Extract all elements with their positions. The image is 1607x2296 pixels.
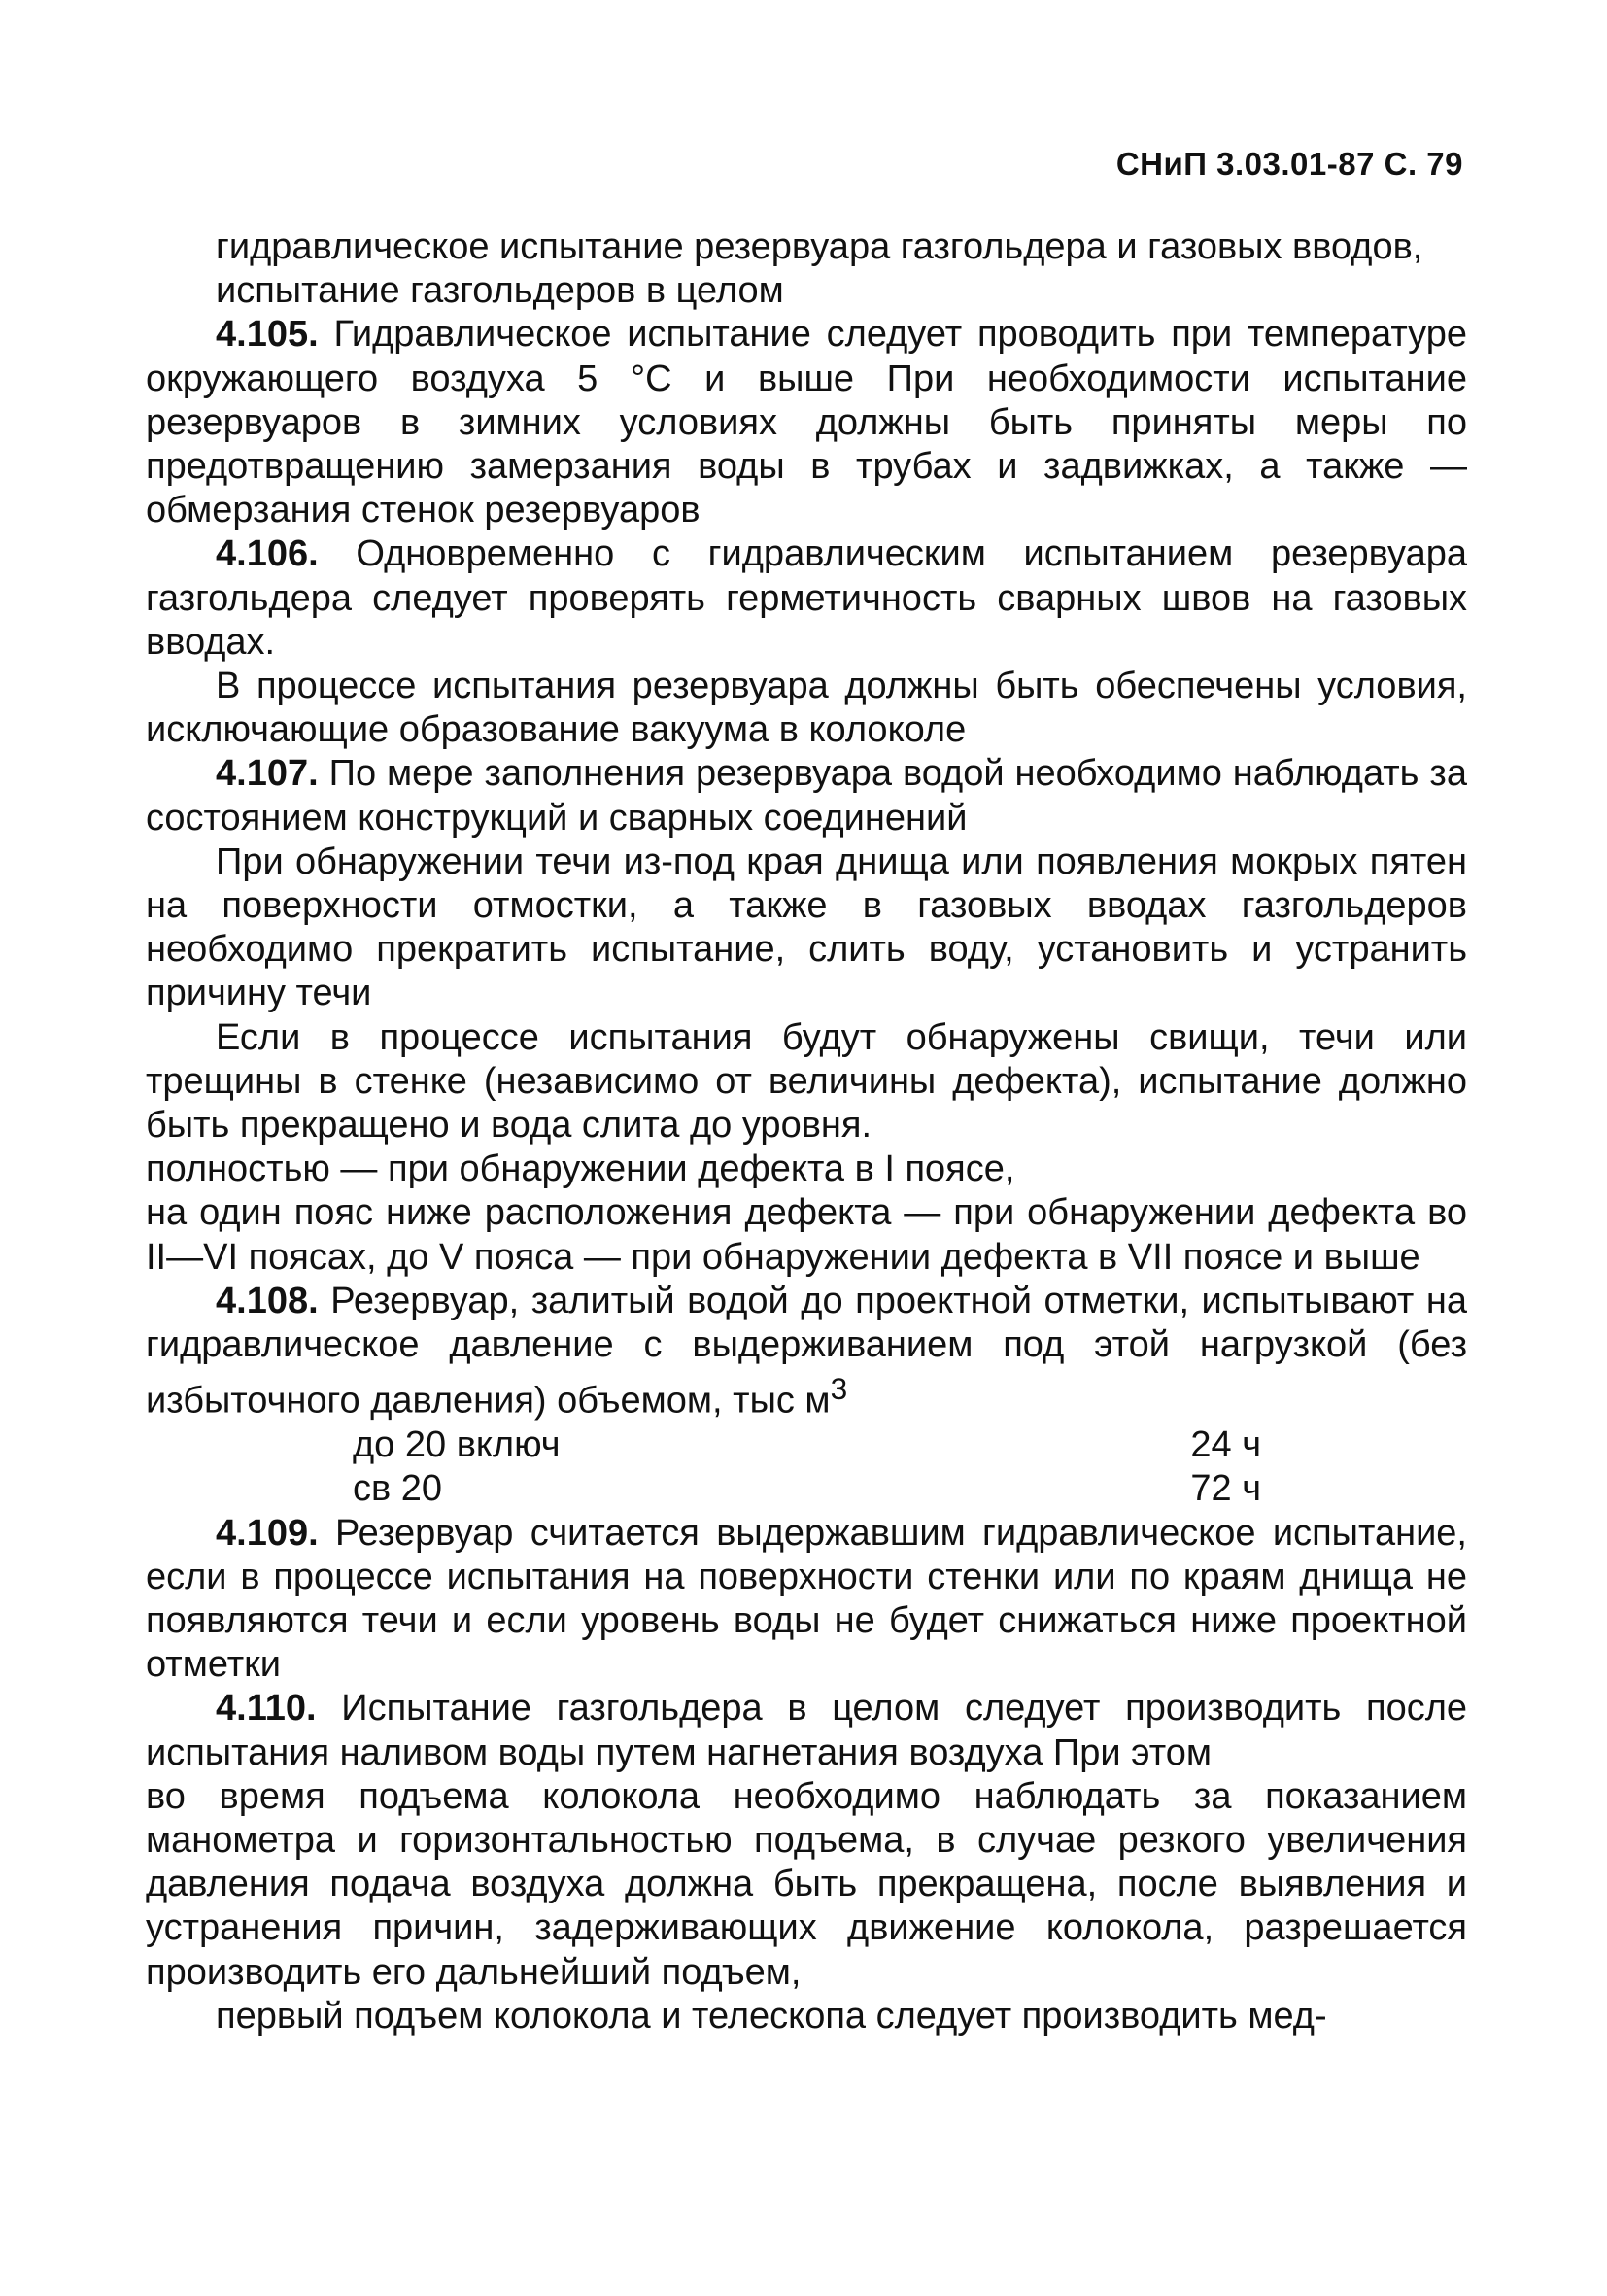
clause-text: Резервуар считается выдержавшим гидравлическое испытание, если в процессе испытания на поверхности стенки или по краям днища не появляются течи и если уровень воды не будет снижаться ниже проектной отметки xyxy=(146,1512,1467,1686)
clause-number: 4.106. xyxy=(216,533,319,575)
clause-number: 4.107. xyxy=(216,753,319,795)
table-cell-time: 72 ч xyxy=(1190,1468,1261,1510)
table-row xyxy=(146,1467,1467,1511)
table-row xyxy=(146,1423,1467,1467)
paragraph: При обнаружении течи из-под края днища или появления мокрых пятен на поверхности отмостки, а также в газовых вводах газгольдеров необходимо прекратить испытание, слить воду, установить и устранить причину течи xyxy=(146,840,1467,1014)
clause-text: Гидравлическое испытание следует проводить при температуре окружающего воздуха 5 °С и выше При необходимости испытание резервуаров в зимних условиях должны быть приняты меры по предотвращению замерзания воды в трубах и задвижках, а также — обмерзания стенок резервуаров xyxy=(146,314,1467,531)
clause-number: 4.108. xyxy=(216,1280,319,1321)
paragraph: полностью — при обнаружении дефекта в I поясе, xyxy=(146,1148,1015,1190)
table-cell-volume: до 20 включ xyxy=(353,1424,561,1466)
clause-text: Резервуар, залитый водой до проектной отметки, испытывают на гидравлическое давление с выдерживанием под этой нагрузкой (без избыточного давления) объемом, тыс м xyxy=(146,1280,1467,1422)
table-cell-volume: св 20 xyxy=(353,1468,443,1510)
clause-4-108 xyxy=(146,1280,1467,1423)
clause-text: Испытание газгольдера в целом следует производить после испытания наливом воды путем нагнетания воздуха При этом xyxy=(146,1688,1468,1773)
paragraph: первый подъем колокола и телескопа следует производить мед- xyxy=(216,1995,1327,2037)
clause-4-107 xyxy=(146,752,1467,840)
superscript: 3 xyxy=(830,1371,848,1407)
list-item-hydraulic-test: гидравлическое испытание резервуара газгольдера и газовых вводов, xyxy=(216,226,1423,267)
body-text xyxy=(146,225,1467,2039)
paragraph: во время подъема колокола необходимо наблюдать за показанием манометра и горизонтальностью подъема, в случае резкого увеличения давления подача воздуха должна быть прекращена, после выявления и устранения причин, задерживающих движение колокола, разрешается производить его дальнейший подъем, xyxy=(146,1775,1467,1993)
clause-4-110 xyxy=(146,1687,1467,1774)
clause-4-105 xyxy=(146,313,1467,532)
clause-4-109 xyxy=(146,1512,1467,1688)
paragraph: Если в процессе испытания будут обнаружены свищи, течи или трещины в стенке (независимо от величины дефекта), испытание должно быть прекращено и вода слита до уровня. xyxy=(146,1016,1467,1147)
clause-number: 4.110. xyxy=(216,1688,317,1730)
paragraph: В процессе испытания резервуара должны быть обеспечены условия, исключающие образование вакуума в колоколе xyxy=(146,666,1467,751)
paragraph: на один пояс ниже расположения дефекта — при обнаружении дефекта во II—VI поясах, до V пояса — при обнаружении дефекта в VII поясе и выше xyxy=(146,1192,1467,1278)
list-item-gasholder-test: испытание газгольдеров в целом xyxy=(216,270,784,312)
clause-text: Одновременно с гидравлическим испытанием резервуара газгольдера следует проверять герметичность сварных швов на газовых вводах. xyxy=(146,533,1468,663)
running-head: СНиП 3.03.01-87 С. 79 xyxy=(1115,146,1463,182)
clause-text: По мере заполнения резервуара водой необходимо наблюдать за состоянием конструкций и сварных соединений xyxy=(146,753,1467,839)
clause-4-106 xyxy=(146,532,1467,665)
table-cell-time: 24 ч xyxy=(1190,1424,1261,1466)
clause-number: 4.105. xyxy=(216,314,319,356)
clause-number: 4.109. xyxy=(216,1512,319,1554)
